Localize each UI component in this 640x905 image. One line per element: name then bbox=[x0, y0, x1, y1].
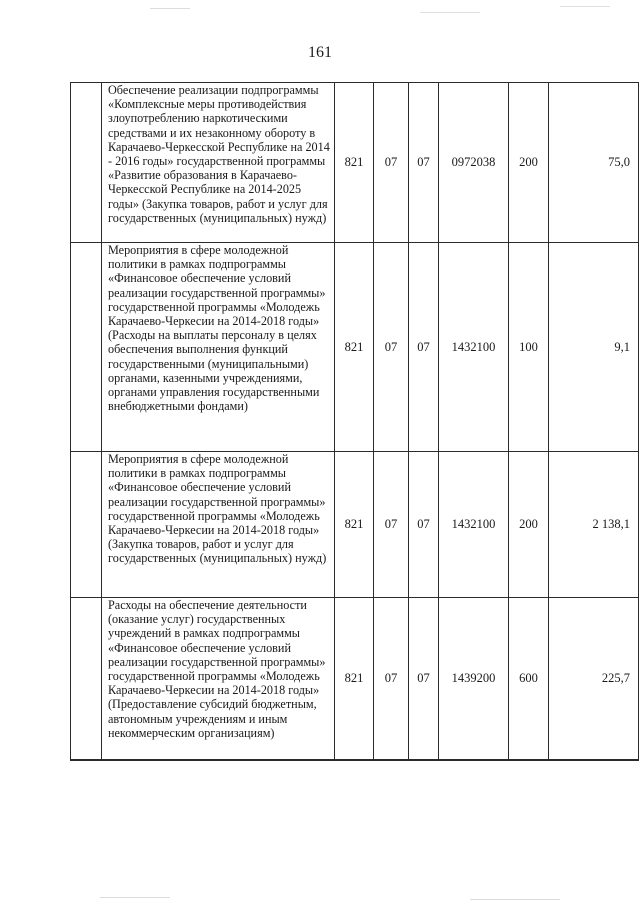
expense-type-code: 100 bbox=[509, 243, 549, 452]
target-article-code: 1432100 bbox=[439, 243, 509, 452]
expense-type-code: 200 bbox=[509, 452, 549, 598]
target-article-code: 1439200 bbox=[439, 598, 509, 760]
subsection-code: 07 bbox=[409, 83, 439, 243]
subsection-code: 07 bbox=[409, 598, 439, 760]
section-code: 07 bbox=[374, 243, 409, 452]
page-number: 161 bbox=[308, 44, 332, 61]
subsection-code: 07 bbox=[409, 452, 439, 598]
section-code: 07 bbox=[374, 452, 409, 598]
amount-value: 2 138,1 bbox=[549, 452, 639, 598]
scan-speckle bbox=[150, 8, 190, 9]
scan-speckle bbox=[100, 897, 170, 898]
budget-table bbox=[70, 82, 639, 761]
row-description: Мероприятия в сфере молодежной политики в рамках подпрограммы «Финансовое обеспечение условий реализации государственной программы» государственной программы «Молодежь Карачаево-Черкесии на 2014-2018 годы» (Расходы на выплаты персоналу в целях обеспечения выполнения функций государственными (муниципальными) органами, казенными учреждениями, органами управления государственными внебюджетными фондами) bbox=[102, 243, 335, 452]
ministry-code: 821 bbox=[335, 598, 374, 760]
ministry-code: 821 bbox=[335, 243, 374, 452]
amount-value: 75,0 bbox=[549, 83, 639, 243]
row-description: Обеспечение реализации подпрограммы «Комплексные меры противодействия злоупотреблению наркотическими средствами и их незаконному обороту в Карачаево-Черкесской Республике на 2014 - 2016 годы» государственной программы «Развитие образования в Карачаево-Черкесской Республике на 2014-2025 годы» (Закупка товаров, работ и услуг для государственных (муниципальных) нужд) bbox=[102, 83, 335, 243]
empty-cell bbox=[71, 83, 102, 243]
expense-type-code: 200 bbox=[509, 83, 549, 243]
table-row bbox=[71, 83, 639, 243]
expense-type-code: 600 bbox=[509, 598, 549, 760]
target-article-code: 1432100 bbox=[439, 452, 509, 598]
scan-speckle bbox=[470, 899, 560, 900]
amount-value: 225,7 bbox=[549, 598, 639, 760]
empty-cell bbox=[71, 452, 102, 598]
row-description: Расходы на обеспечение деятельности (оказание услуг) государственных учреждений в рамках подпрограммы «Финансовое обеспечение условий реализации государственной программы» государственной программы «Молодежь Карачаево-Черкесии на 2014-2018 годы» (Предоставление субсидий бюджетным, автономным учреждениям и иным некоммерческим организациям) bbox=[102, 598, 335, 760]
ministry-code: 821 bbox=[335, 452, 374, 598]
scan-speckle bbox=[420, 12, 480, 13]
row-description: Мероприятия в сфере молодежной политики в рамках подпрограммы «Финансовое обеспечение условий реализации государственной программы» государственной программы «Молодежь Карачаево-Черкесии на 2014-2018 годы» (Закупка товаров, работ и услуг для государственных (муниципальных) нужд) bbox=[102, 452, 335, 598]
empty-cell bbox=[71, 243, 102, 452]
amount-value: 9,1 bbox=[549, 243, 639, 452]
section-code: 07 bbox=[374, 598, 409, 760]
empty-cell bbox=[71, 598, 102, 760]
table-row bbox=[71, 452, 639, 598]
section-code: 07 bbox=[374, 83, 409, 243]
ministry-code: 821 bbox=[335, 83, 374, 243]
scan-speckle bbox=[560, 6, 610, 7]
table-row bbox=[71, 598, 639, 760]
target-article-code: 0972038 bbox=[439, 83, 509, 243]
table-row bbox=[71, 243, 639, 452]
subsection-code: 07 bbox=[409, 243, 439, 452]
